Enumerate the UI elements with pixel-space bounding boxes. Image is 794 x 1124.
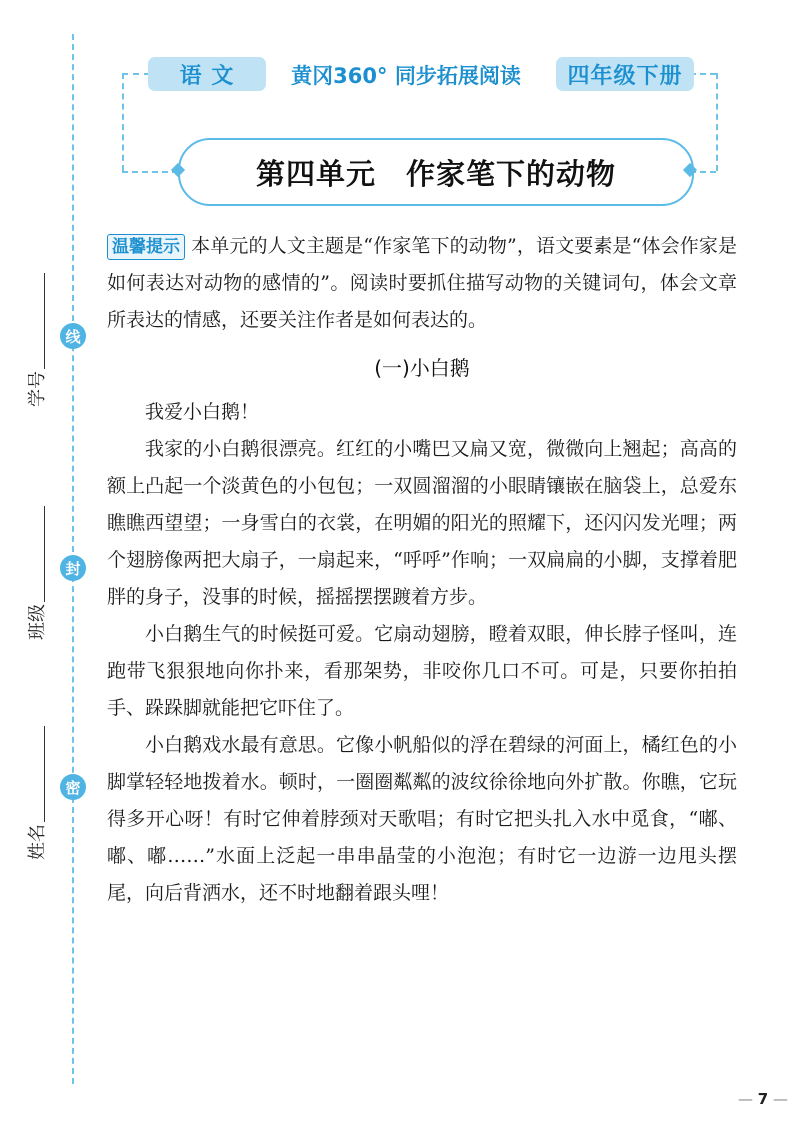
seal-secret-badge: 密 — [60, 774, 86, 800]
seal-line-badge: 线 — [60, 323, 86, 349]
paragraph-2: 我家的小白鹅很漂亮。红红的小嘴巴又扁又宽，微微向上翘起；高高的额上凸起一个淡黄色的小包包；一双圆溜溜的小眼睛镶嵌在脑袋上，总爱东瞧瞧西望望；一身雪白的衣裳，在明媚的阳光的照耀下，还闪闪发光哩；两个翅膀像两把大扇子，一扇起来，“呼呼”作响；一双扁扁的小脚，支撑着肥胖的身子，没事的时候，摇摇摆摆踱着方步。 — [107, 438, 737, 608]
header-dash-left-bottom — [122, 171, 178, 173]
header-dash-right-vertical — [716, 73, 718, 171]
student-id-field[interactable] — [16, 265, 56, 415]
class-blank[interactable] — [28, 506, 45, 602]
subject-pill: 语 文 — [148, 57, 266, 91]
name-label: 姓名 — [27, 824, 48, 860]
header-dash-left-top — [122, 73, 150, 75]
tip-badge: 温馨提示 — [107, 234, 185, 260]
tip-text: 本单元的人文主题是“作家笔下的动物”，语文要素是“体会作家是如何表达对动物的感情的”。阅读时要抓住描写动物的关键词句，体会文章所表达的情感，还要关注作者是如何表达的。 — [107, 235, 737, 331]
passage — [107, 394, 737, 912]
class-field[interactable] — [16, 498, 56, 648]
name-blank[interactable] — [28, 726, 45, 822]
paragraph-1: 我爱小白鹅！ — [145, 401, 260, 423]
tip-block — [107, 228, 737, 339]
section-title: (一)小白鹅 — [374, 356, 470, 380]
header-dash-left-vertical — [122, 73, 124, 171]
unit-title: 第四单元 作家笔下的动物 — [255, 156, 616, 191]
seal-seal-badge: 封 — [60, 555, 86, 581]
name-field[interactable] — [16, 718, 56, 868]
student-id-blank[interactable] — [28, 273, 45, 369]
paragraph-3: 小白鹅生气的时候挺可爱。它扇动翅膀，瞪着双眼，伸长脖子怪叫，连跑带飞狠狠地向你扑来，看那架势，非咬你几口不可。可是，只要你拍拍手、跺跺脚就能把它吓住了。 — [107, 623, 737, 719]
student-id-label: 学号 — [27, 371, 48, 407]
paragraph-4: 小白鹅戏水最有意思。它像小帆船似的浮在碧绿的河面上，橘红色的小脚掌轻轻地拨着水。顿时，一圈圈粼粼的波纹徐徐地向外扩散。你瞧，它玩得多开心呀！有时它伸着脖颈对天歌唱；有时它把头扎入水中觅食，“嘟、嘟、嘟……”水面上泛起一串串晶莹的小泡泡；有时它一边游一边甩头摆尾，向后背洒水，还不时地翻着跟头哩！ — [107, 734, 737, 904]
series-title: 黄冈360° 同步拓展阅读 — [291, 64, 521, 88]
grade-pill: 四年级下册 — [556, 57, 694, 91]
unit-title-box — [178, 138, 694, 206]
class-label: 班级 — [27, 604, 48, 640]
page-number: — 7 — — [738, 1090, 788, 1108]
